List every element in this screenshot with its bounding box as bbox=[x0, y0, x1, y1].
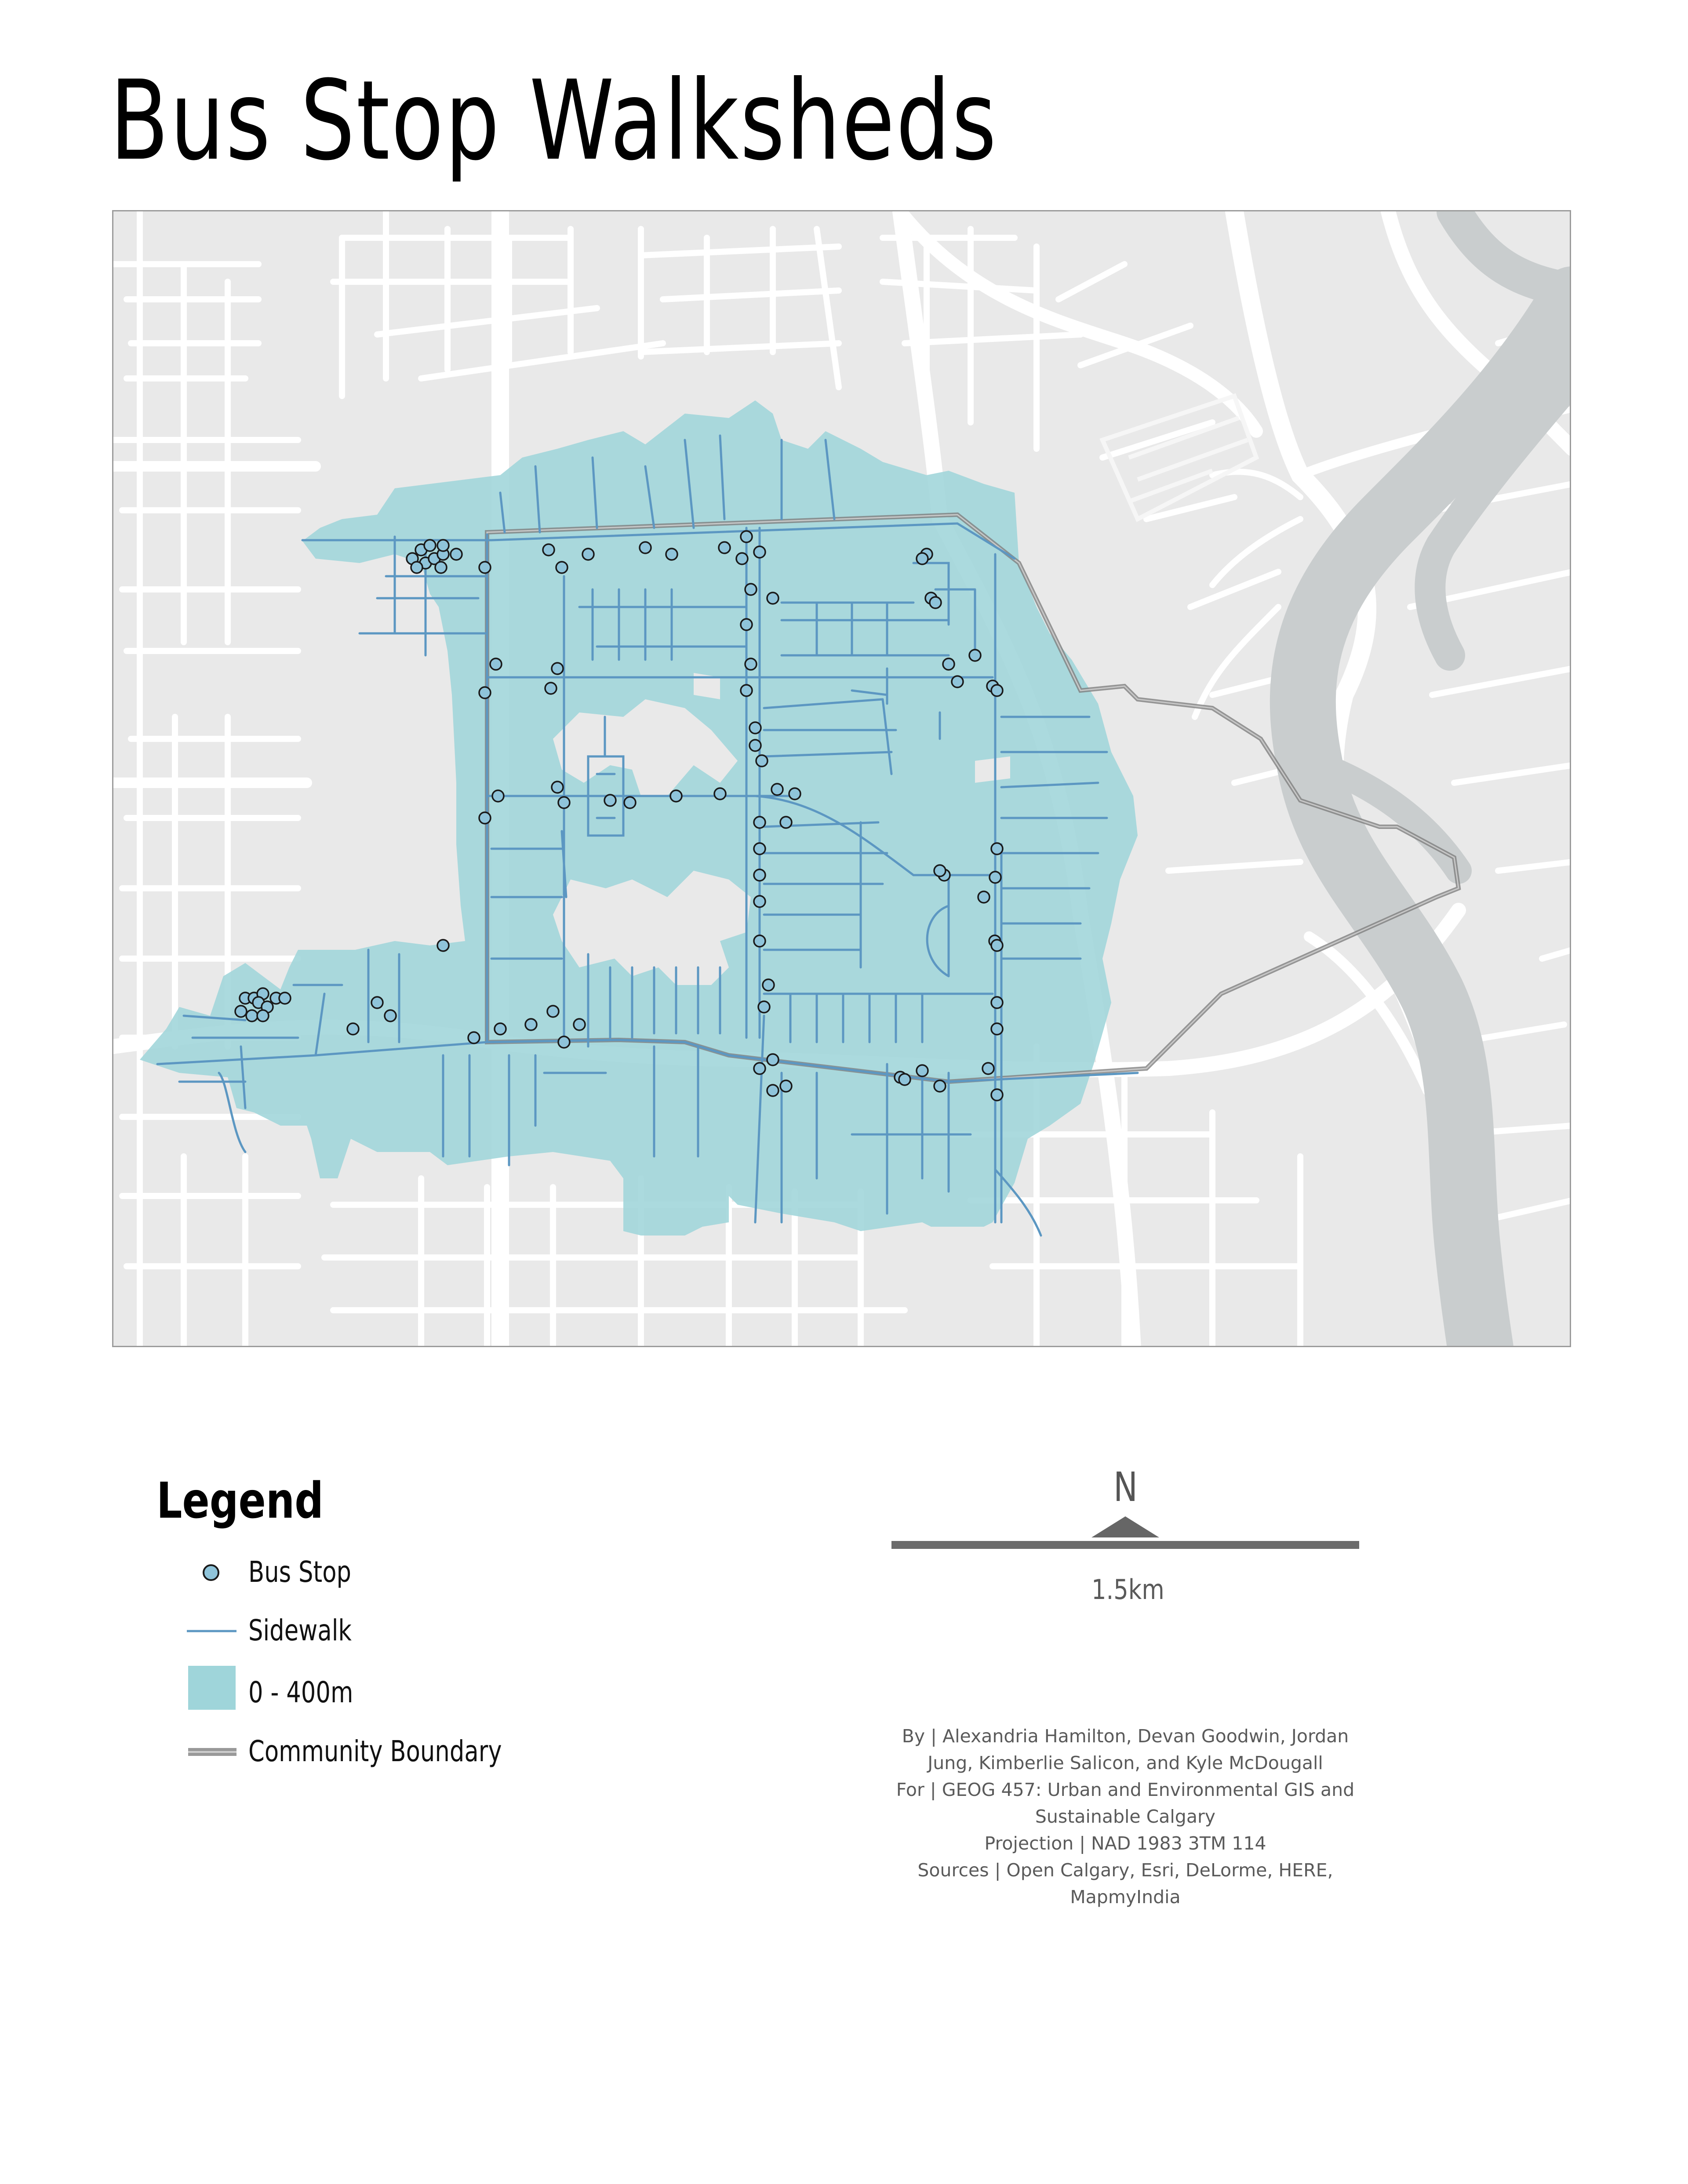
bus-stop-marker[interactable] bbox=[978, 891, 990, 903]
credits-line: Projection | NAD 1983 3TM 114 bbox=[984, 1833, 1266, 1854]
bus-stop-marker[interactable] bbox=[670, 790, 682, 802]
bus-stop-marker[interactable] bbox=[754, 935, 765, 947]
bus-stop-marker[interactable] bbox=[347, 1023, 359, 1035]
bus-stop-icon bbox=[185, 1552, 237, 1595]
bus-stop-marker[interactable] bbox=[969, 650, 981, 661]
bus-stop-marker[interactable] bbox=[385, 1010, 396, 1021]
bus-stop-marker[interactable] bbox=[754, 817, 765, 828]
bus-stop-marker[interactable] bbox=[479, 812, 491, 824]
bus-stop-marker[interactable] bbox=[604, 795, 616, 806]
legend-label-sidewalk: Sidewalk bbox=[248, 1613, 352, 1647]
bus-stop-marker[interactable] bbox=[899, 1074, 910, 1085]
bus-stop-marker[interactable] bbox=[411, 562, 422, 573]
bus-stop-marker[interactable] bbox=[990, 872, 1001, 883]
scale-distance-label: 1.5km bbox=[1091, 1573, 1164, 1606]
bus-stop-marker[interactable] bbox=[435, 562, 447, 573]
bus-stop-marker[interactable] bbox=[991, 940, 1003, 951]
bus-stop-marker[interactable] bbox=[547, 1006, 559, 1017]
bus-stop-marker[interactable] bbox=[582, 549, 594, 560]
north-arrow-icon bbox=[891, 1464, 1362, 1578]
bus-stop-marker[interactable] bbox=[235, 1006, 247, 1017]
bus-stop-marker[interactable] bbox=[468, 1032, 480, 1043]
bus-stop-marker[interactable] bbox=[279, 992, 291, 1004]
bus-stop-marker[interactable] bbox=[741, 685, 752, 696]
bus-stop-marker[interactable] bbox=[952, 676, 963, 687]
bus-stop-marker[interactable] bbox=[714, 788, 726, 799]
bus-stop-marker[interactable] bbox=[754, 869, 765, 881]
credits-line: MapmyIndia bbox=[1070, 1886, 1181, 1908]
legend-label-community-boundary: Community Boundary bbox=[248, 1734, 502, 1768]
bus-stop-marker[interactable] bbox=[424, 540, 436, 551]
bus-stop-marker[interactable] bbox=[558, 797, 570, 808]
bus-stop-marker[interactable] bbox=[767, 1054, 779, 1065]
credits-line: Jung, Kimberlie Salicon, and Kyle McDougall bbox=[928, 1752, 1323, 1773]
credits-line: Sustainable Calgary bbox=[1035, 1806, 1216, 1827]
bus-stop-marker[interactable] bbox=[767, 1085, 779, 1096]
bus-stop-marker[interactable] bbox=[437, 540, 449, 551]
bus-stop-marker[interactable] bbox=[934, 865, 946, 876]
bus-stop-marker[interactable] bbox=[749, 722, 761, 734]
legend-label-bus-stop: Bus Stop bbox=[248, 1555, 352, 1589]
bus-stop-marker[interactable] bbox=[771, 784, 783, 795]
bus-stop-marker[interactable] bbox=[371, 997, 383, 1008]
bus-stop-marker[interactable] bbox=[991, 1089, 1003, 1101]
bus-stop-marker[interactable] bbox=[758, 1001, 770, 1013]
credits-line: For | GEOG 457: Urban and Environmental GIS and bbox=[896, 1779, 1355, 1800]
bus-stop-marker[interactable] bbox=[543, 544, 554, 556]
bus-stop-marker[interactable] bbox=[257, 1010, 269, 1021]
scale-bar bbox=[891, 1464, 1362, 1609]
map-frame[interactable] bbox=[112, 210, 1571, 1347]
bus-stop-marker[interactable] bbox=[246, 1010, 258, 1021]
bus-stop-marker[interactable] bbox=[574, 1019, 585, 1030]
bus-stop-marker[interactable] bbox=[545, 683, 557, 694]
bus-stop-marker[interactable] bbox=[437, 940, 449, 951]
bus-stop-marker[interactable] bbox=[754, 1063, 765, 1074]
bus-stop-marker[interactable] bbox=[552, 663, 563, 674]
bus-stop-marker[interactable] bbox=[917, 553, 928, 564]
bus-stop-marker[interactable] bbox=[556, 562, 568, 573]
bus-stop-marker[interactable] bbox=[780, 1080, 792, 1092]
bus-stop-marker[interactable] bbox=[754, 546, 765, 558]
bus-stop-marker[interactable] bbox=[741, 619, 752, 630]
bus-stop-marker[interactable] bbox=[930, 597, 941, 608]
bus-stop-marker[interactable] bbox=[490, 658, 502, 670]
bus-stop-marker[interactable] bbox=[756, 755, 768, 767]
bus-stop-marker[interactable] bbox=[666, 549, 677, 560]
bus-stop-marker[interactable] bbox=[492, 790, 504, 802]
bus-stop-marker[interactable] bbox=[991, 1023, 1003, 1035]
bus-stop-marker[interactable] bbox=[736, 553, 748, 564]
map-canvas[interactable] bbox=[113, 211, 1571, 1347]
bus-stop-marker[interactable] bbox=[943, 658, 954, 670]
map-title: Bus Stop Walksheds bbox=[110, 57, 998, 185]
bus-stop-marker[interactable] bbox=[982, 1063, 994, 1074]
legend-title: Legend bbox=[156, 1472, 324, 1530]
bus-stop-marker[interactable] bbox=[934, 1080, 946, 1092]
bus-stop-marker[interactable] bbox=[741, 531, 752, 542]
bus-stop-marker[interactable] bbox=[780, 817, 792, 828]
boundary-line-icon bbox=[185, 1731, 237, 1775]
walkshed-swatch-icon bbox=[185, 1666, 237, 1714]
bus-stop-marker[interactable] bbox=[552, 781, 563, 793]
credits-line: Sources | Open Calgary, Esri, DeLorme, HERE, bbox=[917, 1860, 1333, 1881]
bus-stop-marker[interactable] bbox=[640, 542, 651, 553]
bus-stop-marker[interactable] bbox=[991, 843, 1003, 854]
bus-stop-marker[interactable] bbox=[624, 797, 636, 808]
bus-stop-marker[interactable] bbox=[495, 1023, 506, 1035]
bus-stop-marker[interactable] bbox=[763, 979, 774, 991]
credits-line: By | Alexandria Hamilton, Devan Goodwin, Jordan bbox=[902, 1726, 1349, 1747]
bus-stop-marker[interactable] bbox=[479, 687, 491, 698]
bus-stop-marker[interactable] bbox=[991, 997, 1003, 1008]
bus-stop-marker[interactable] bbox=[754, 896, 765, 907]
sidewalk-line-icon bbox=[185, 1610, 237, 1654]
bus-stop-marker[interactable] bbox=[451, 549, 462, 560]
bus-stop-marker[interactable] bbox=[525, 1019, 537, 1030]
map-credits bbox=[873, 1723, 1378, 1911]
bus-stop-marker[interactable] bbox=[991, 685, 1003, 696]
bus-stop-marker[interactable] bbox=[917, 1065, 928, 1076]
north-label: N bbox=[1113, 1464, 1138, 1511]
bus-stop-marker[interactable] bbox=[558, 1036, 570, 1048]
bus-stop-marker[interactable] bbox=[745, 584, 757, 595]
bus-stop-marker[interactable] bbox=[745, 658, 757, 670]
bus-stop-marker[interactable] bbox=[767, 592, 779, 604]
bus-stop-marker[interactable] bbox=[749, 740, 761, 751]
bus-stop-marker[interactable] bbox=[719, 542, 730, 553]
bus-stop-marker[interactable] bbox=[754, 843, 765, 854]
legend-label-walkshed: 0 - 400m bbox=[248, 1675, 353, 1709]
bus-stop-marker[interactable] bbox=[479, 562, 491, 573]
bus-stop-marker[interactable] bbox=[789, 788, 800, 799]
